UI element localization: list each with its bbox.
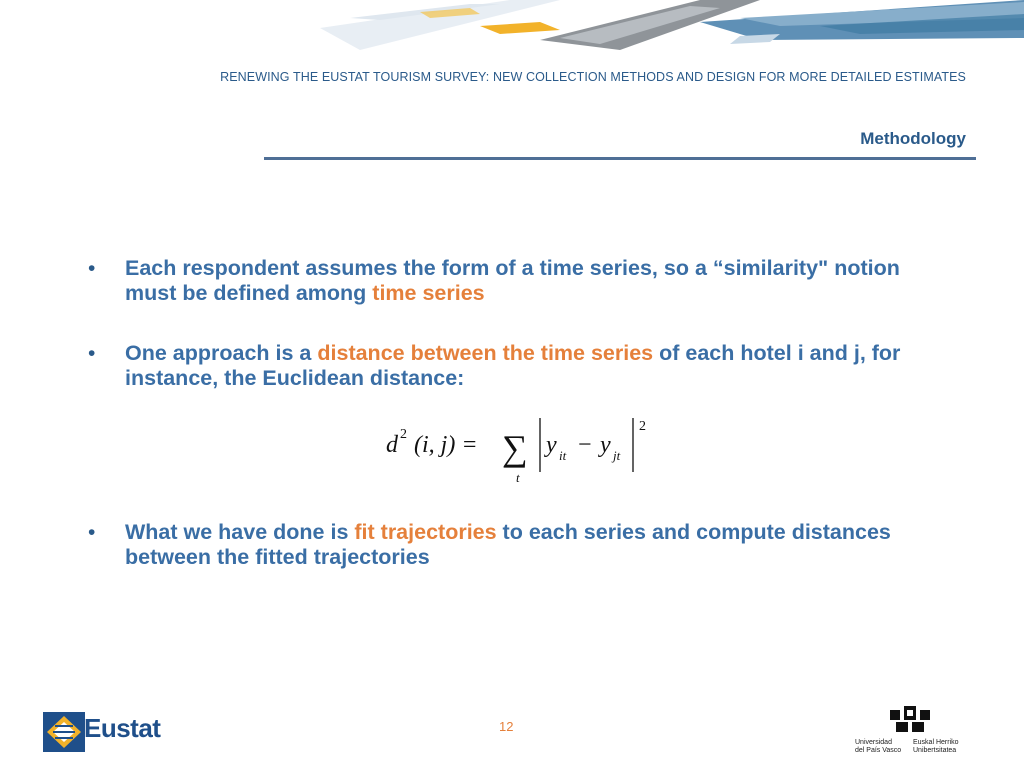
header-banner: [0, 0, 1024, 60]
formula-sum-sign: ∑: [502, 428, 528, 468]
bullet-text-part: One approach is a: [125, 341, 318, 365]
bullet-text-part: What we have done is: [125, 520, 355, 544]
page-number: 12: [499, 719, 514, 734]
bullet-text: [125, 256, 948, 306]
bullet-text-part: Each respondent assumes the form of a time series, so a “similarity" notion must be defined among: [125, 256, 900, 305]
title-divider: [264, 157, 976, 160]
bullet-list: [88, 256, 948, 426]
univ-line: Universidad: [855, 739, 892, 746]
univ-line: Unibertsitatea: [913, 747, 957, 754]
presentation-title: RENEWING THE EUSTAT TOURISM SURVEY: NEW COLLECTION METHODS AND DESIGN FOR MORE DETAILED ESTIMATES: [220, 70, 966, 84]
bullet-text: [125, 520, 948, 570]
section-title: Methodology: [860, 129, 966, 148]
university-name-eu: [913, 739, 959, 755]
bullet-highlight: distance between the time series: [317, 341, 654, 365]
bullet-text-part: to each series and compute distances between the fitted trajectories: [125, 520, 891, 569]
bullet-item: [88, 341, 948, 391]
bullet-text: [125, 341, 948, 391]
formula-sum-index: t: [516, 470, 520, 485]
univ-line: Euskal Herriko: [913, 739, 959, 746]
formula-y1: y: [546, 432, 557, 458]
formula-exponent: 2: [400, 427, 407, 442]
university-logo-icon: [890, 704, 930, 736]
eustat-logo-text: Eustat: [84, 713, 161, 743]
formula-y1-sub: it: [559, 448, 567, 463]
euclidean-distance-formula: [380, 410, 660, 490]
bullet-item: [88, 520, 948, 605]
bullet-icon: •: [88, 521, 96, 544]
eustat-logo-icon: [43, 712, 85, 752]
formula-d: d: [386, 432, 398, 458]
bullet-text-part: of each hotel i and j, for instance, the Euclidean distance:: [125, 341, 901, 390]
formula-args: (i, j) =: [414, 432, 478, 458]
formula-y2-sub: jt: [613, 448, 621, 463]
bullet-icon: •: [88, 342, 96, 365]
bullet-item-inner: [88, 520, 948, 570]
bullet-highlight: time series: [372, 281, 485, 305]
bullet-highlight: fit trajectories: [354, 520, 497, 544]
formula-y2: y: [600, 432, 611, 458]
bullet-item: [88, 256, 948, 306]
university-name-es: [855, 739, 901, 755]
formula-minus: −: [578, 432, 592, 458]
formula-graphic: [380, 410, 660, 490]
formula-exponent-2: 2: [639, 419, 646, 434]
bullet-icon: •: [88, 257, 96, 280]
univ-line: del País Vasco: [855, 747, 902, 754]
